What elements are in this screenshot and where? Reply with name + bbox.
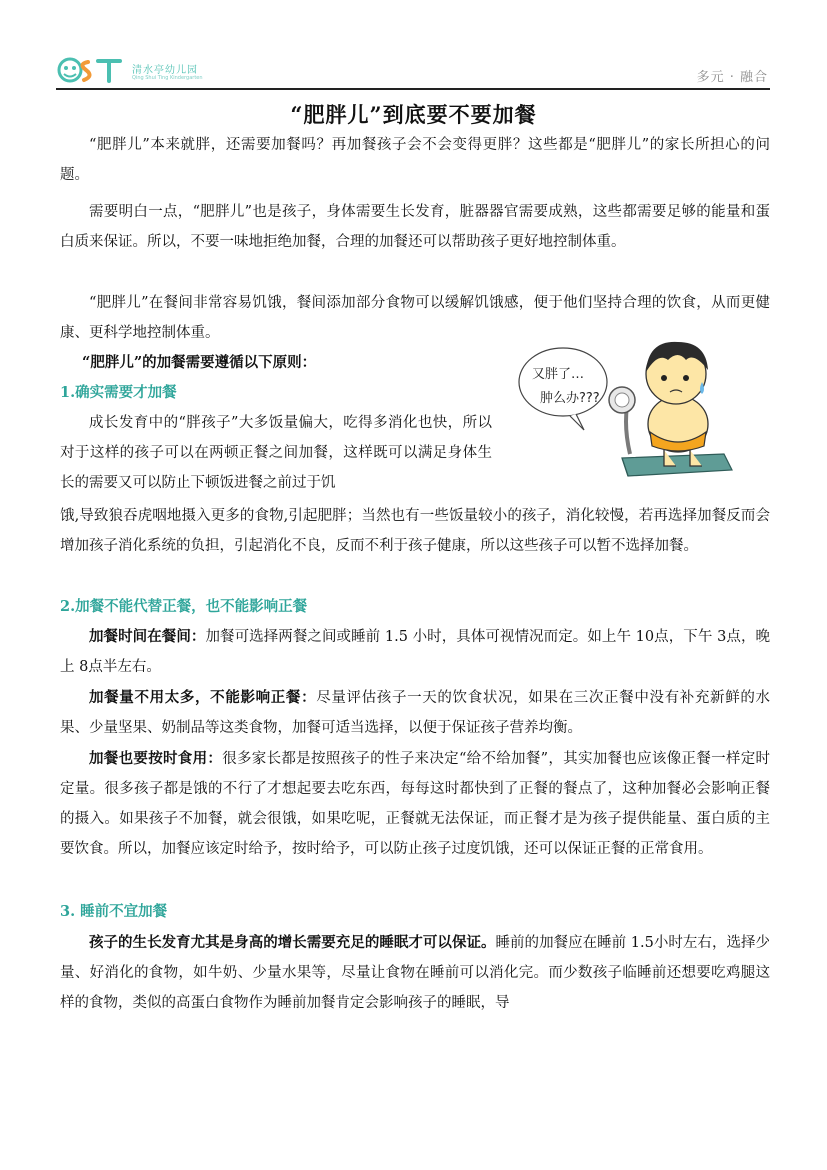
- logo-name: 清水亭幼儿园: [132, 65, 198, 76]
- meal-schedule-paragraph: [60, 744, 770, 864]
- intro-paragraph-2: 需要明白一点，“肥胖儿”也是孩子，身体需要生长发育，脏器器官需要成熟，这些都需要足够的能量和蛋白质来保证。所以，不要一味地拒绝加餐，合理的加餐还可以帮助孩子更好地控制体重。: [60, 204, 770, 250]
- meal-time-label: 加餐时间在餐间：: [89, 628, 206, 645]
- logo-subtitle: Qing Shui Ting Kindergarten: [132, 75, 203, 81]
- meal-amount-text: 尽量评估孩子一天的饮食状况，如果在三次正餐中没有补充新鲜的水果、少量坚果、奶制品等这类食物，加餐可适当选择，以便于保证孩子营养均衡。: [60, 690, 771, 736]
- page-title: “肥胖儿”到底要不要加餐: [290, 102, 537, 127]
- section-3-bold-text: 孩子的生长发育尤其是身高的增长需要充足的睡眠才可以保证。: [89, 934, 496, 951]
- meal-time-text: 加餐可选择两餐之间或睡前 1.5 小时，具体可视情况而定。如上午 10点，下午 3点，晚上 8点半左右。: [60, 629, 771, 675]
- section-3-text: 睡前的加餐应在睡前 1.5小时左右，选择少量、好消化的食物，如牛奶、少量水果等，尽量让食物在睡前可以消化完。而少数孩子临睡前还想要吃鸡腿这样的食物，类似的高蛋白食物作为睡前加餐肯定会影响孩子的睡眠，导: [60, 935, 771, 1011]
- meal-time-paragraph: [60, 622, 770, 682]
- speech-line-2: 肿么办???: [540, 391, 600, 406]
- header-divider: [56, 88, 770, 90]
- section-1-text: 饿,导致狼吞虎咽地摄入更多的食物,引起肥胖；当然也有一些饭量较小的孩子，消化较慢，若再选择加餐反而会增加孩子消化系统的负担，引起消化不良，反而不利于孩子健康，所以这些孩子可以暂不选择加餐。: [60, 508, 770, 554]
- header-motto: 多元 · 融合: [696, 70, 768, 85]
- principles-heading: “肥胖儿”的加餐需要遵循以下原则：: [82, 354, 317, 371]
- kindergarten-logo: [56, 54, 216, 86]
- section-1-text-wrapped: 成长发育中的“胖孩子”大多饭量偏大，吃得多消化也快，所以对于这样的孩子可以在两顿正餐之间加餐，这样既可以满足身体生长的需要又可以防止下顿饭进餐之前过于饥: [60, 415, 492, 491]
- section-1-heading: 1.确实需要才加餐: [60, 384, 177, 401]
- meal-amount-label: 加餐量不用太多，不能影响正餐：: [89, 689, 317, 706]
- scale-cartoon-icon: [518, 330, 768, 482]
- section-3-heading: 3. 睡前不宜加餐: [60, 903, 168, 920]
- intro-paragraph-1: “肥胖儿”本来就胖，还需要加餐吗？再加餐孩子会不会变得更胖？这些都是“肥胖儿”的家长所担心的问题。: [60, 137, 770, 183]
- cartoon-illustration: [518, 330, 768, 482]
- intro-paragraph-3: “肥胖儿”在餐间非常容易饥饿，餐间添加部分食物可以缓解饥饿感，便于他们坚持合理的饮食，从而更健康、更科学地控制体重。: [60, 295, 770, 341]
- meal-schedule-text: 很多家长都是按照孩子的性子来决定“给不给加餐”，其实加餐也应该像正餐一样定时定量。很多孩子都是饿的不行了才想起要去吃东西，每每这时都快到了正餐的餐点了，这种加餐必会影响正餐的摄入。如果孩子不加餐，就会很饿，如果吃呢，正餐就无法保证，而正餐才是为孩子提供能量、蛋白质的主要饮食。所以，加餐应该定时给予，按时给予，可以防止孩子过度饥饿，还可以保证正餐的正常食用。: [60, 751, 771, 857]
- meal-amount-paragraph: [60, 683, 770, 743]
- logo-emblem-icon: [56, 54, 130, 86]
- section-2-heading: 2.加餐不能代替正餐，也不能影响正餐: [60, 598, 308, 615]
- speech-line-1: 又胖了…: [532, 367, 585, 382]
- section-3-paragraph: [60, 928, 770, 1018]
- page-header: [56, 54, 770, 88]
- meal-schedule-label: 加餐也要按时食用：: [89, 750, 223, 767]
